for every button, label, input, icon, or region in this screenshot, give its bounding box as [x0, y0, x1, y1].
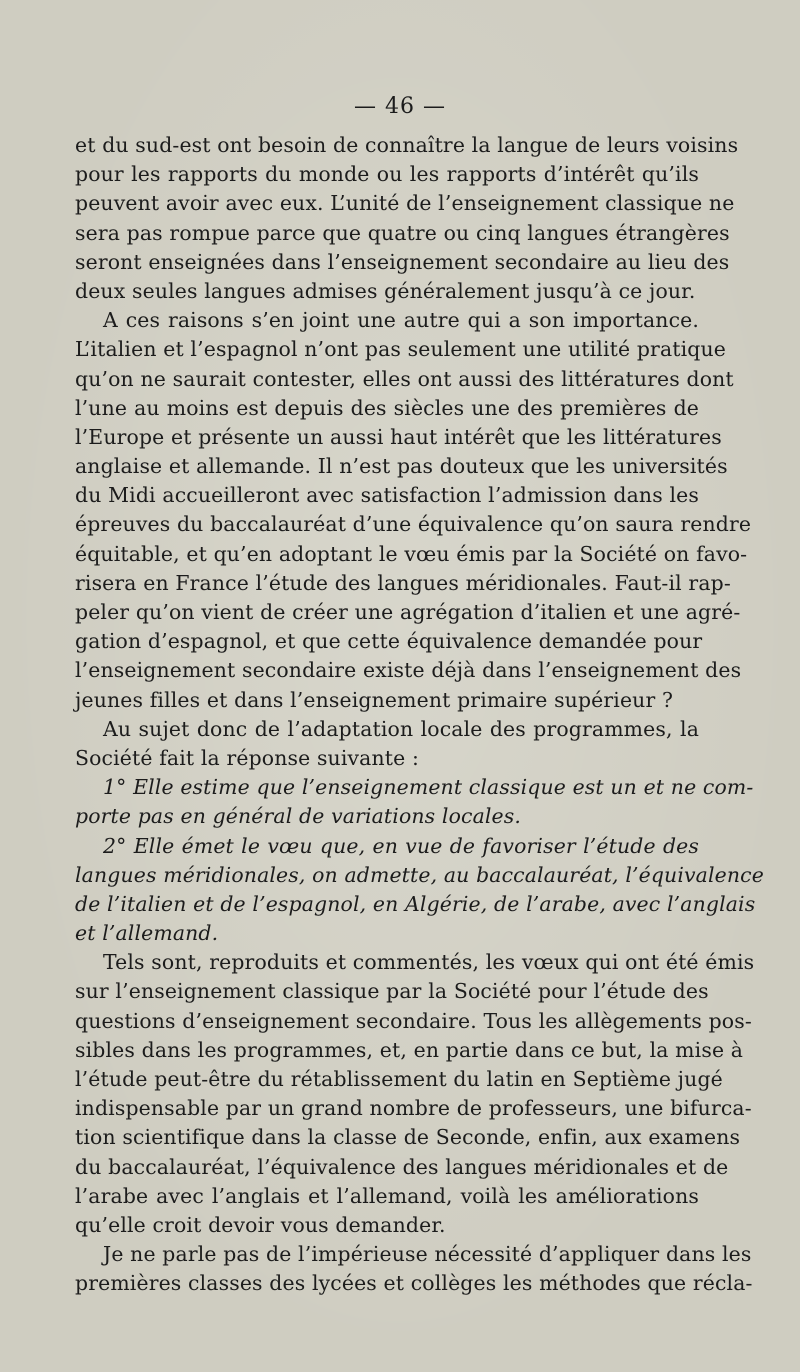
text-line: épreuves du baccalauréat d’une équivalence qu’on saura rendre	[75, 512, 752, 537]
text-line: l’Europe et présente un aussi haut intérêt que les littératures	[75, 424, 722, 449]
text-line: risera en France l’étude des langues méridionales. Faut-il rap-	[75, 570, 731, 595]
text-line: 2° Elle émet le vœu que, en vue de favoriser l’étude des	[103, 833, 699, 858]
text-line: pour les rapports du monde ou les rapports d’intérêt qu’ils	[75, 162, 699, 187]
text-line: deux seules langues admises généralement jusqu’à ce jour.	[75, 278, 696, 303]
text-line: l’enseignement secondaire existe déjà dans l’enseignement des	[75, 658, 742, 683]
text-line: équitable, et qu’en adoptant le vœu émis par la Société on favo-	[75, 541, 748, 566]
text-line: sur l’enseignement classique par la Société pour l’étude des	[75, 979, 709, 1004]
text-line: l’une au moins est depuis des siècles une des premières de	[75, 395, 699, 420]
text-line: de l’italien et de l’espagnol, en Algérie, de l’arabe, avec l’anglais	[75, 891, 756, 916]
text-line: L’italien et l’espagnol n’ont pas seulement une utilité pratique	[75, 337, 726, 362]
text-line: qu’on ne saurait contester, elles ont aussi des littératures dont	[75, 366, 734, 391]
text-line: Au sujet donc de l’adaptation locale des programmes, la	[103, 716, 699, 741]
text-line: porte pas en général de variations locales.	[75, 804, 522, 829]
text-line: Je ne parle pas de l’impérieuse nécessité d’appliquer dans les	[103, 1242, 752, 1267]
text-line: et l’allemand.	[75, 921, 219, 946]
text-line: Tels sont, reproduits et commentés, les vœux qui ont été émis	[103, 950, 755, 975]
text-line: gation d’espagnol, et que cette équivalence demandée pour	[75, 629, 703, 654]
text-line: seront enseignées dans l’enseignement secondaire au lieu des	[75, 249, 730, 274]
page-number: — 46 —	[354, 94, 446, 119]
text-line: du Midi accueilleront avec satisfaction l’admission dans les	[75, 483, 699, 508]
text-line: tion scientifique dans la classe de Seconde, enfin, aux examens	[75, 1125, 741, 1150]
text-line: langues méridionales, on admette, au baccalauréat, l’équivalence	[75, 862, 764, 887]
text-line: l’arabe avec l’anglais et l’allemand, voilà les améliorations	[75, 1183, 699, 1208]
text-line: peuvent avoir avec eux. L’unité de l’enseignement classique ne	[75, 191, 735, 216]
text-line: jeunes filles et dans l’enseignement primaire supérieur ?	[75, 687, 674, 712]
text-line: qu’elle croit devoir vous demander.	[75, 1212, 446, 1237]
text-line: sibles dans les programmes, et, en partie dans ce but, la mise à	[75, 1037, 744, 1062]
text-line: questions d’enseignement secondaire. Tous les allègements pos-	[75, 1008, 752, 1033]
text-body	[75, 131, 764, 1299]
text-line: premières classes des lycées et collèges les méthodes que récla-	[75, 1271, 753, 1296]
text-line: Société fait la réponse suivante :	[75, 745, 419, 770]
text-line: du baccalauréat, l’équivalence des langues méridionales et de	[75, 1154, 729, 1179]
text-line: l’étude peut-être du rétablissement du latin en Septième jugé	[75, 1067, 723, 1091]
text-line: indispensable par un grand nombre de professeurs, une bifurca-	[75, 1096, 752, 1121]
text-line: anglaise et allemande. Il n’est pas douteux que les universités	[75, 454, 728, 479]
text-line: et du sud-est ont besoin de connaître la langue de leurs voisins	[75, 133, 739, 157]
text-line: peler qu’on vient de créer une agrégation d’italien et une agré-	[75, 600, 741, 624]
text-line: sera pas rompue parce que quatre ou cinq langues étrangères	[75, 220, 730, 245]
text-line: A ces raisons s’en joint une autre qui a son importance.	[103, 308, 699, 333]
text-line: 1° Elle estime que l’enseignement classique est un et ne com-	[103, 775, 754, 800]
